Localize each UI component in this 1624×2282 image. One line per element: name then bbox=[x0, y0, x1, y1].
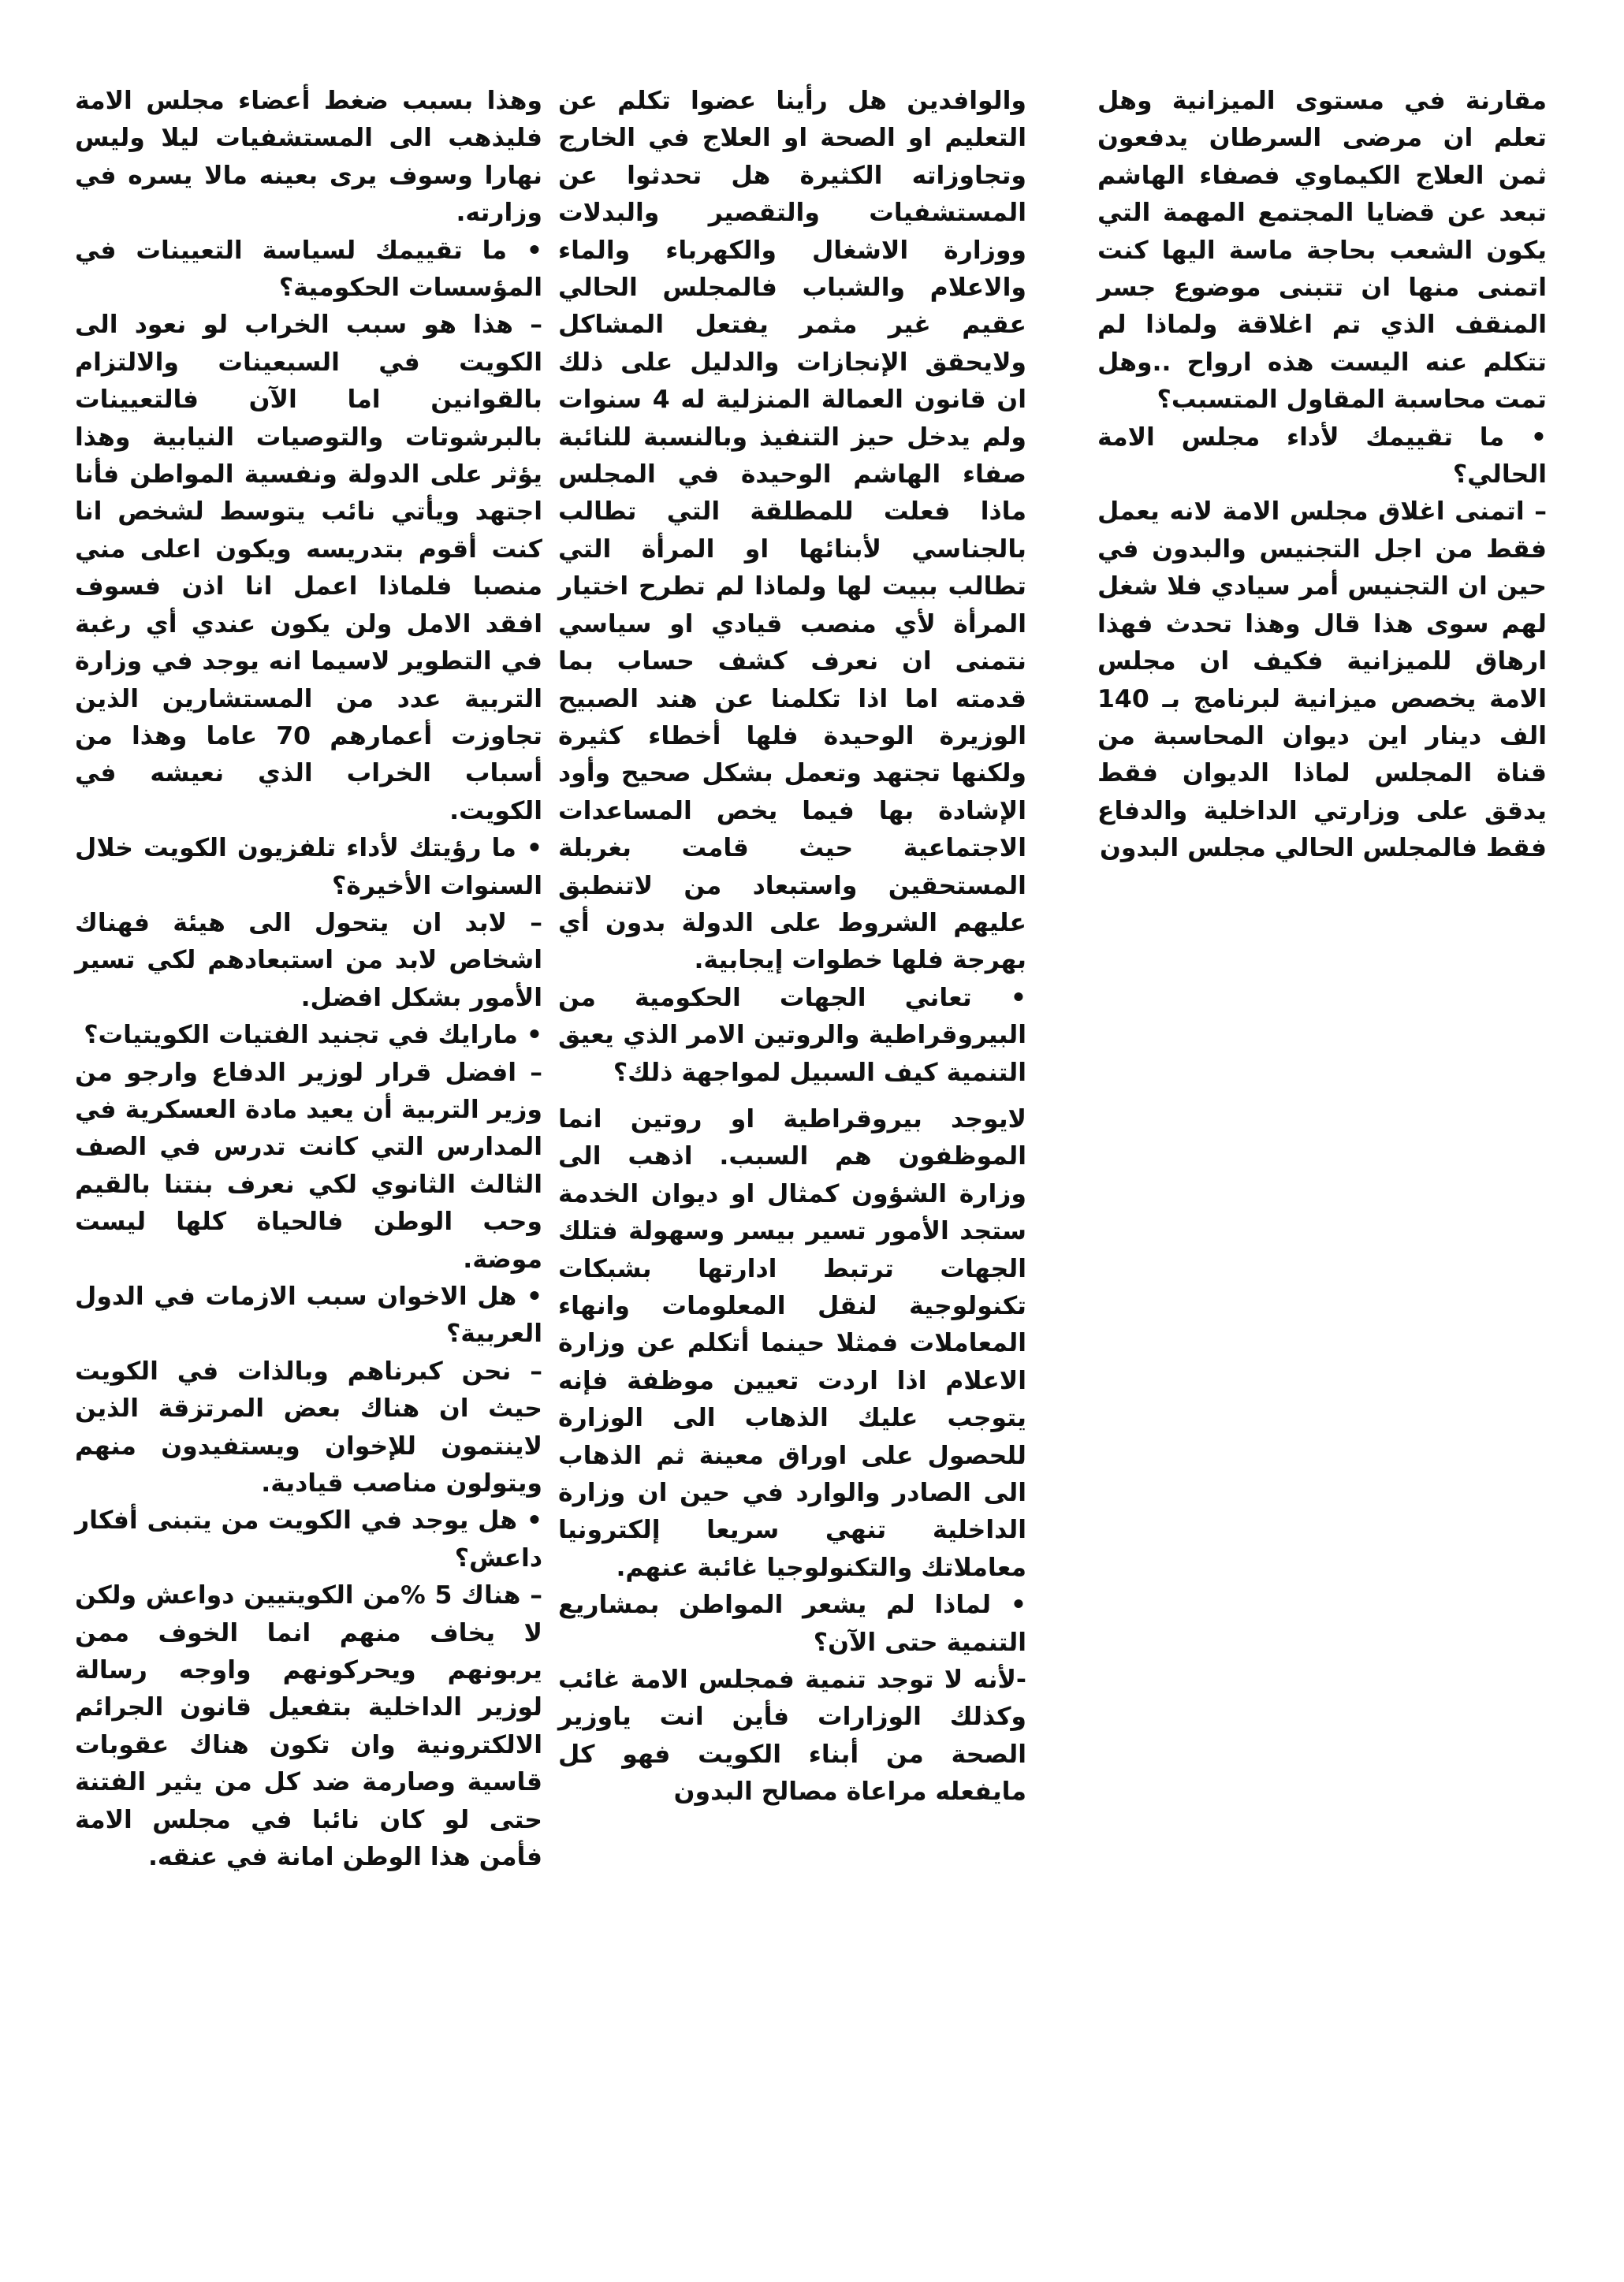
interview-question: • تعاني الجهات الحكومية من البيروقراطية والروتين الامر الذي يعيق التنمية كيف السبيل لمواجهة ذلك؟ bbox=[558, 983, 1026, 1087]
paragraph-gap bbox=[558, 1092, 1026, 1101]
paragraph: وهذا بسبب ضغط أعضاء مجلس الامة فليذهب الى المستشفيات ليلا وليس نهارا وسوف يرى بعينه مالا يسره في وزارته. bbox=[75, 87, 542, 228]
paragraph: والوافدين هل رأينا عضوا تكلم عن التعليم او الصحة او العلاج في الخارج وتجاوزاته الكثيرة هل تحدثوا عن المستشفيات والتقصير والبدلات ووزارة الاشغال والكهرباء والماء والاعلام والشباب فالمجلس الحالي عقيم غير مثمر يفتعل المشاكل ولايحقق الإنجازات والدليل على ذلك ان قانون العمالة المنزلية له 4 سنوات ولم يدخل حيز التنفيذ وبالنسبة للنائبة صفاء الهاشم الوحيدة في المجلس ماذا فعلت للمطلقة التي تطالب بالجناسي لأبنائها او المرأة التي تطالب ببيت لها ولماذا لم تطرح اختيار المرأة لأي منصب قيادي او سياسي نتمنى ان نعرف كشف حساب بما قدمته اما اذا تكلمنا عن هند الصبيح الوزيرة الوحيدة فلها أخطاء كثيرة ولكنها تجتهد وتعمل بشكل صحيح وأود الإشادة بها فيما يخص المساعدات الاجتماعية حيث قامت بغربلة المستحقين واستبعاد من لاتنطبق عليهم الشروط على الدولة بدون أي بهرجة فلها خطوات إيجابية. bbox=[558, 87, 1026, 975]
interview-question: • هل يوجد في الكويت من يتبنى أفكار داعش؟ bbox=[75, 1506, 542, 1573]
paragraph: – لابد ان يتحول الى هيئة فهناك اشخاص لابد من استبعادهم لكي تسير الأمور بشكل افضل. bbox=[75, 908, 542, 1012]
paragraph: – هناك 5 %من الكويتيين دواعش ولكن لا يخاف منهم انما الخوف ممن يربونهم ويحركونهم واوجه رسالة لوزير الداخلية بتفعيل قانون الجرائم الالكترونية وان تكون هناك عقوبات قاسية وصارمة ضد كل من يثير الفتنة حتى لو كان نائبا في مجلس الامة فأمن هذا الوطن امانة في عنقه. bbox=[75, 1581, 542, 1872]
interview-question: • مارايك في تجنيد الفتيات الكويتيات؟ bbox=[84, 1021, 542, 1050]
interview-question: • ما تقييمك لأداء مجلس الامة الحالي؟ bbox=[1097, 423, 1547, 490]
interview-question: • لماذا لم يشعر المواطن بمشاريع التنمية حتى الآن؟ bbox=[558, 1591, 1026, 1657]
paragraph: -لأنه لا توجد تنمية فمجلس الامة غائب وكذلك الوزارات فأين انت ياوزير الصحة من أبناء الكويت فهو كل مايفعله مراعاة مصالح البدون bbox=[558, 1666, 1026, 1807]
paragraph: لايوجد بيروقراطية او روتين انما الموظفون هم السبب. اذهب الى وزارة الشؤون كمثال او ديوان الخدمة ستجد الأمور تسير بيسر وسهولة فتلك الجهات ترتبط ادارتها بشبكات تكنولوجية لنقل المعلومات وانهاء المعاملات فمثلا حينما أتكلم عن وزارة الاعلام اذا اردت تعيين موظفة فإنه يتوجب عليك الذهاب الى الوزارة للحصول على اوراق معينة ثم الذهاب الى الصادر والوارد في حين ان وزارة الداخلية تنهي سريعا إلكترونيا معاملاتك والتكنولوجيا غائبة عنهم. bbox=[558, 1104, 1026, 1582]
article-column-middle bbox=[558, 83, 1026, 1811]
interview-question: • هل الاخوان سبب الازمات في الدول العربية؟ bbox=[75, 1282, 542, 1349]
paragraph: – اتمنى اغلاق مجلس الامة لانه يعمل فقط من اجل التجنيس والبدون في حين ان التجنيس أمر سيادي فلا شغل لهم سوى هذا قال وهذا تحدث فهذا ارهاق للميزانية فكيف ان مجلس الامة يخصص ميزانية لبرنامج بـ 140 الف دينار اين ديوان المحاسبة من قناة المجلس لماذا الديوان فقط يدقق على وزارتي الداخلية والدفاع فقط فالمجلس الحالي مجلس البدون bbox=[1097, 497, 1547, 863]
interview-question: • ما رؤيتك لأداء تلفزيون الكويت خلال السنوات الأخيرة؟ bbox=[75, 834, 542, 900]
article-column-left bbox=[75, 83, 542, 1877]
interview-question: • ما تقييمك لسياسة التعيينات في المؤسسات الحكومية؟ bbox=[75, 236, 542, 303]
paragraph: – نحن كبرناهم وبالذات في الكويت حيث ان هناك بعض المرتزقة الذين لاينتمون للإخوان ويستفيدون منهم ويتولون مناصب قيادية. bbox=[75, 1357, 542, 1498]
article-column-right bbox=[1097, 83, 1547, 868]
paragraph: – افضل قرار لوزير الدفاع وارجو من وزير التربية أن يعيد مادة العسكرية في المدارس التي كانت تدرس في الصف الثالث الثانوي لكي نعرف بنتنا بالقيم وحب الوطن فالحياة كلها ليست موضة. bbox=[75, 1058, 542, 1274]
paragraph: مقارنة في مستوى الميزانية وهل تعلم ان مرضى السرطان يدفعون ثمن العلاج الكيماوي فصفاء الهاشم تبعد عن قضايا المجتمع المهمة التي يكون الشعب بحاجة ماسة اليها كنت اتمنى منها ان تتبنى موضوع جسر المنقف الذي تم اغلاقة ولماذا لم تتكلم عنه اليست هذه ارواح ..وهل تمت محاسبة المقاول المتسبب؟ bbox=[1097, 87, 1547, 415]
paragraph: – هذا هو سبب الخراب لو نعود الى الكويت في السبعينات والالتزام بالقوانين اما الآن فالتعيينات بالبرشوتات والتوصيات النيابية وهذا يؤثر على الدولة ونفسية المواطن فأنا اجتهد ويأتي نائب يتوسط لشخص انا كنت أقوم بتدريسه ويكون اعلى مني منصبا فلماذا اعمل انا اذن فسوف افقد الامل ولن يكون عندي أي رغبة في التطوير لاسيما انه يوجد في وزارة التربية عدد من المستشارين الذين تجاوزت أعمارهم 70 عاما وهذا من أسباب الخراب الذي نعيشه في الكويت. bbox=[75, 311, 542, 825]
